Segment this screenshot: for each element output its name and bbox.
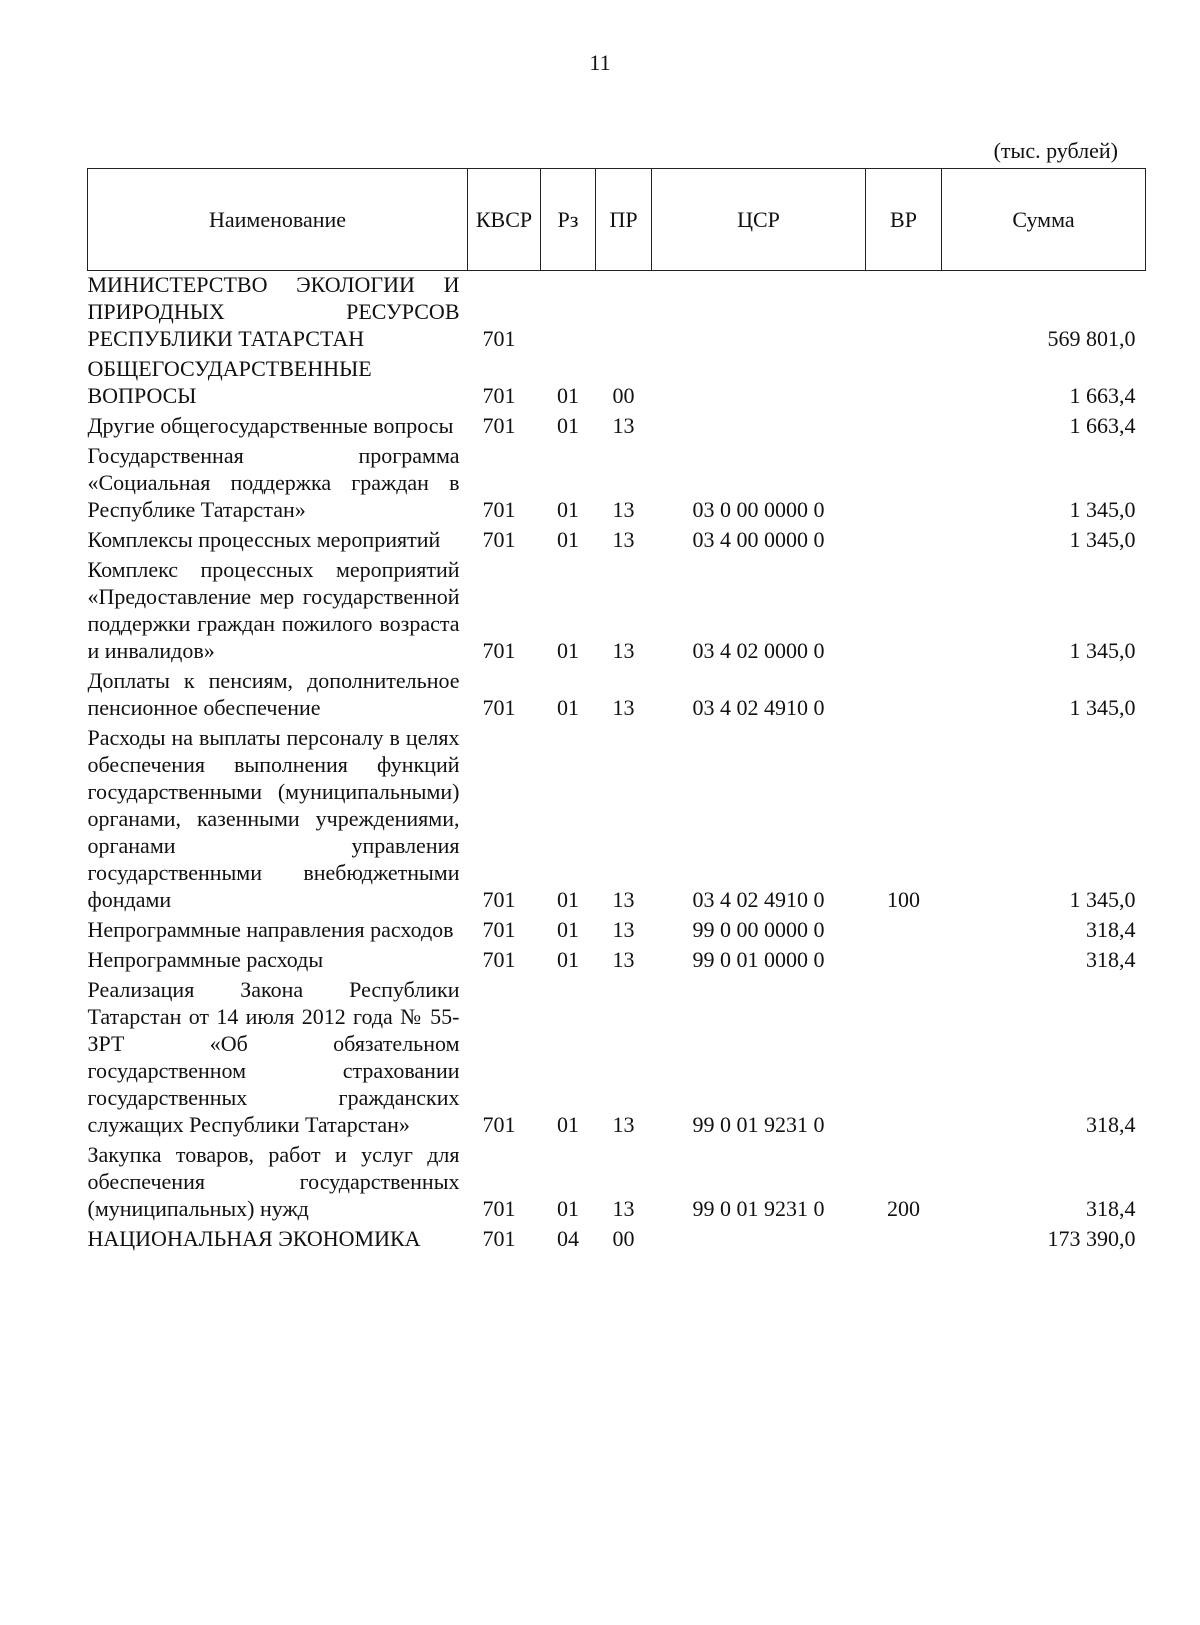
row-pr: 13: [612, 917, 635, 942]
row-name: Непрограммные расходы: [87, 947, 324, 972]
row-csr: 99 0 01 9231 0: [692, 1112, 825, 1137]
row-csr: [652, 1225, 866, 1255]
row-rz: 01: [557, 917, 579, 942]
table-row: [88, 916, 1146, 946]
header-vr: ВР: [866, 169, 942, 271]
row-kvsr: 701: [482, 638, 516, 663]
row-kvsr: 701: [482, 1112, 516, 1137]
row-name: Комплексы процессных мероприятий: [87, 527, 441, 552]
header-rz: Рз: [541, 169, 596, 271]
row-csr: [652, 412, 866, 442]
row-kvsr: 701: [482, 383, 516, 408]
row-kvsr: 701: [482, 326, 516, 351]
row-kvsr: 701: [482, 413, 516, 438]
row-sum: 1 345,0: [1069, 497, 1136, 522]
row-name: Непрограммные направления расходов: [87, 917, 454, 942]
row-rz: 01: [557, 497, 579, 522]
row-name: Другие общегосударственные вопросы: [87, 413, 454, 438]
header-pr: ПР: [596, 169, 652, 271]
row-pr: 13: [612, 638, 635, 663]
table-row: [88, 442, 1146, 526]
row-vr: [866, 667, 942, 724]
row-kvsr: 701: [482, 497, 516, 522]
row-rz: [541, 271, 596, 356]
row-vr: [866, 946, 942, 976]
row-rz: 01: [557, 887, 579, 912]
row-sum: 1 345,0: [1069, 527, 1136, 552]
row-kvsr: 701: [482, 917, 516, 942]
row-sum: 318,4: [1086, 917, 1136, 942]
row-rz: 04: [557, 1226, 579, 1251]
table-row: [88, 355, 1146, 412]
row-kvsr: 701: [482, 527, 516, 552]
row-vr: [866, 412, 942, 442]
page-number: 11: [589, 50, 611, 75]
row-sum: 1 663,4: [1069, 413, 1136, 438]
row-name: Расходы на выплаты персоналу в целях обеспечения выполнения функций государственными (муниципальными) органами, казенными учреждениями, органами управления государственными внебюджетными фондами: [87, 725, 460, 912]
row-vr: [866, 556, 942, 667]
row-sum: 1 345,0: [1069, 887, 1136, 912]
row-csr: 03 4 02 4910 0: [692, 695, 825, 720]
row-name: Доплаты к пенсиям, дополнительное пенсионное обеспечение: [87, 668, 460, 720]
table-body: [88, 271, 1146, 1256]
row-kvsr: 701: [482, 947, 516, 972]
row-rz: 01: [557, 695, 579, 720]
row-pr: 13: [612, 947, 635, 972]
header-kvsr: КВСР: [468, 169, 541, 271]
row-name: МИНИСТЕРСТВО ЭКОЛОГИИ И ПРИРОДНЫХ РЕСУРСОВ РЕСПУБЛИКИ ТАТАРСТАН: [87, 272, 460, 351]
row-pr: 13: [612, 1196, 635, 1221]
row-rz: 01: [557, 1196, 579, 1221]
row-vr: [866, 442, 942, 526]
row-sum: 569 801,0: [1047, 326, 1136, 351]
row-vr: [866, 526, 942, 556]
table-row: [88, 1225, 1146, 1255]
row-vr: 200: [887, 1196, 920, 1221]
row-name: НАЦИОНАЛЬНАЯ ЭКОНОМИКА: [87, 1226, 421, 1251]
row-sum: 318,4: [1086, 947, 1136, 972]
row-csr: [652, 355, 866, 412]
row-name: ОБЩЕГОСУДАРСТВЕННЫЕ ВОПРОСЫ: [87, 356, 372, 408]
table-row: [88, 667, 1146, 724]
row-pr: 13: [612, 527, 635, 552]
table-row: [88, 724, 1146, 916]
row-vr: [866, 1225, 942, 1255]
row-name: Закупка товаров, работ и услуг для обеспечения государственных (муниципальных) нужд: [87, 1142, 460, 1221]
row-csr: 99 0 01 9231 0: [692, 1196, 825, 1221]
row-kvsr: 701: [482, 1226, 516, 1251]
row-vr: [866, 271, 942, 356]
header-csr: ЦСР: [652, 169, 866, 271]
table-row: [88, 412, 1146, 442]
table-row: [88, 556, 1146, 667]
row-pr: [596, 271, 652, 356]
header-name: Наименование: [88, 169, 468, 271]
row-pr: 13: [612, 695, 635, 720]
row-csr: 99 0 00 0000 0: [692, 917, 825, 942]
row-vr: [866, 916, 942, 946]
row-kvsr: 701: [482, 1196, 516, 1221]
row-sum: 173 390,0: [1047, 1226, 1136, 1251]
budget-table: [87, 168, 1146, 1255]
row-csr: 03 4 00 0000 0: [692, 527, 825, 552]
row-sum: 318,4: [1086, 1196, 1136, 1221]
row-pr: 13: [612, 887, 635, 912]
row-pr: 00: [612, 1226, 635, 1251]
row-sum: 1 663,4: [1069, 383, 1136, 408]
table-row: [88, 976, 1146, 1141]
table-row: [88, 946, 1146, 976]
row-rz: 01: [557, 383, 579, 408]
row-pr: 00: [612, 383, 635, 408]
row-pr: 13: [612, 497, 635, 522]
row-csr: 99 0 01 0000 0: [692, 947, 825, 972]
row-name: Комплекс процессных мероприятий «Предоставление мер государственной поддержки граждан пожилого возраста и инвалидов»: [87, 557, 460, 663]
row-vr: 100: [887, 887, 920, 912]
row-rz: 01: [557, 947, 579, 972]
row-name: Реализация Закона Республики Татарстан от 14 июля 2012 года № 55-ЗРТ «Об обязательном государственном страховании государственных гражданских служащих Республики Татарстан»: [87, 977, 460, 1137]
row-pr: 13: [612, 413, 635, 438]
table-row: [88, 271, 1146, 356]
row-rz: 01: [557, 413, 579, 438]
row-rz: 01: [557, 1112, 579, 1137]
row-sum: 1 345,0: [1069, 695, 1136, 720]
row-rz: 01: [557, 527, 579, 552]
table-row: [88, 526, 1146, 556]
row-csr: [652, 271, 866, 356]
header-sum: Сумма: [942, 169, 1146, 271]
row-csr: 03 4 02 0000 0: [692, 638, 825, 663]
row-name: Государственная программа «Социальная поддержка граждан в Республике Татарстан»: [87, 443, 460, 522]
row-kvsr: 701: [482, 695, 516, 720]
row-sum: 1 345,0: [1069, 638, 1136, 663]
row-vr: [866, 355, 942, 412]
table-header: [88, 169, 1146, 271]
row-sum: 318,4: [1086, 1112, 1136, 1137]
row-kvsr: 701: [482, 887, 516, 912]
row-vr: [866, 976, 942, 1141]
row-pr: 13: [612, 1112, 635, 1137]
table-row: [88, 1141, 1146, 1225]
row-rz: 01: [557, 638, 579, 663]
row-csr: 03 4 02 4910 0: [692, 887, 825, 912]
row-csr: 03 0 00 0000 0: [692, 497, 825, 522]
units-label: (тыс. рублей): [993, 138, 1118, 163]
